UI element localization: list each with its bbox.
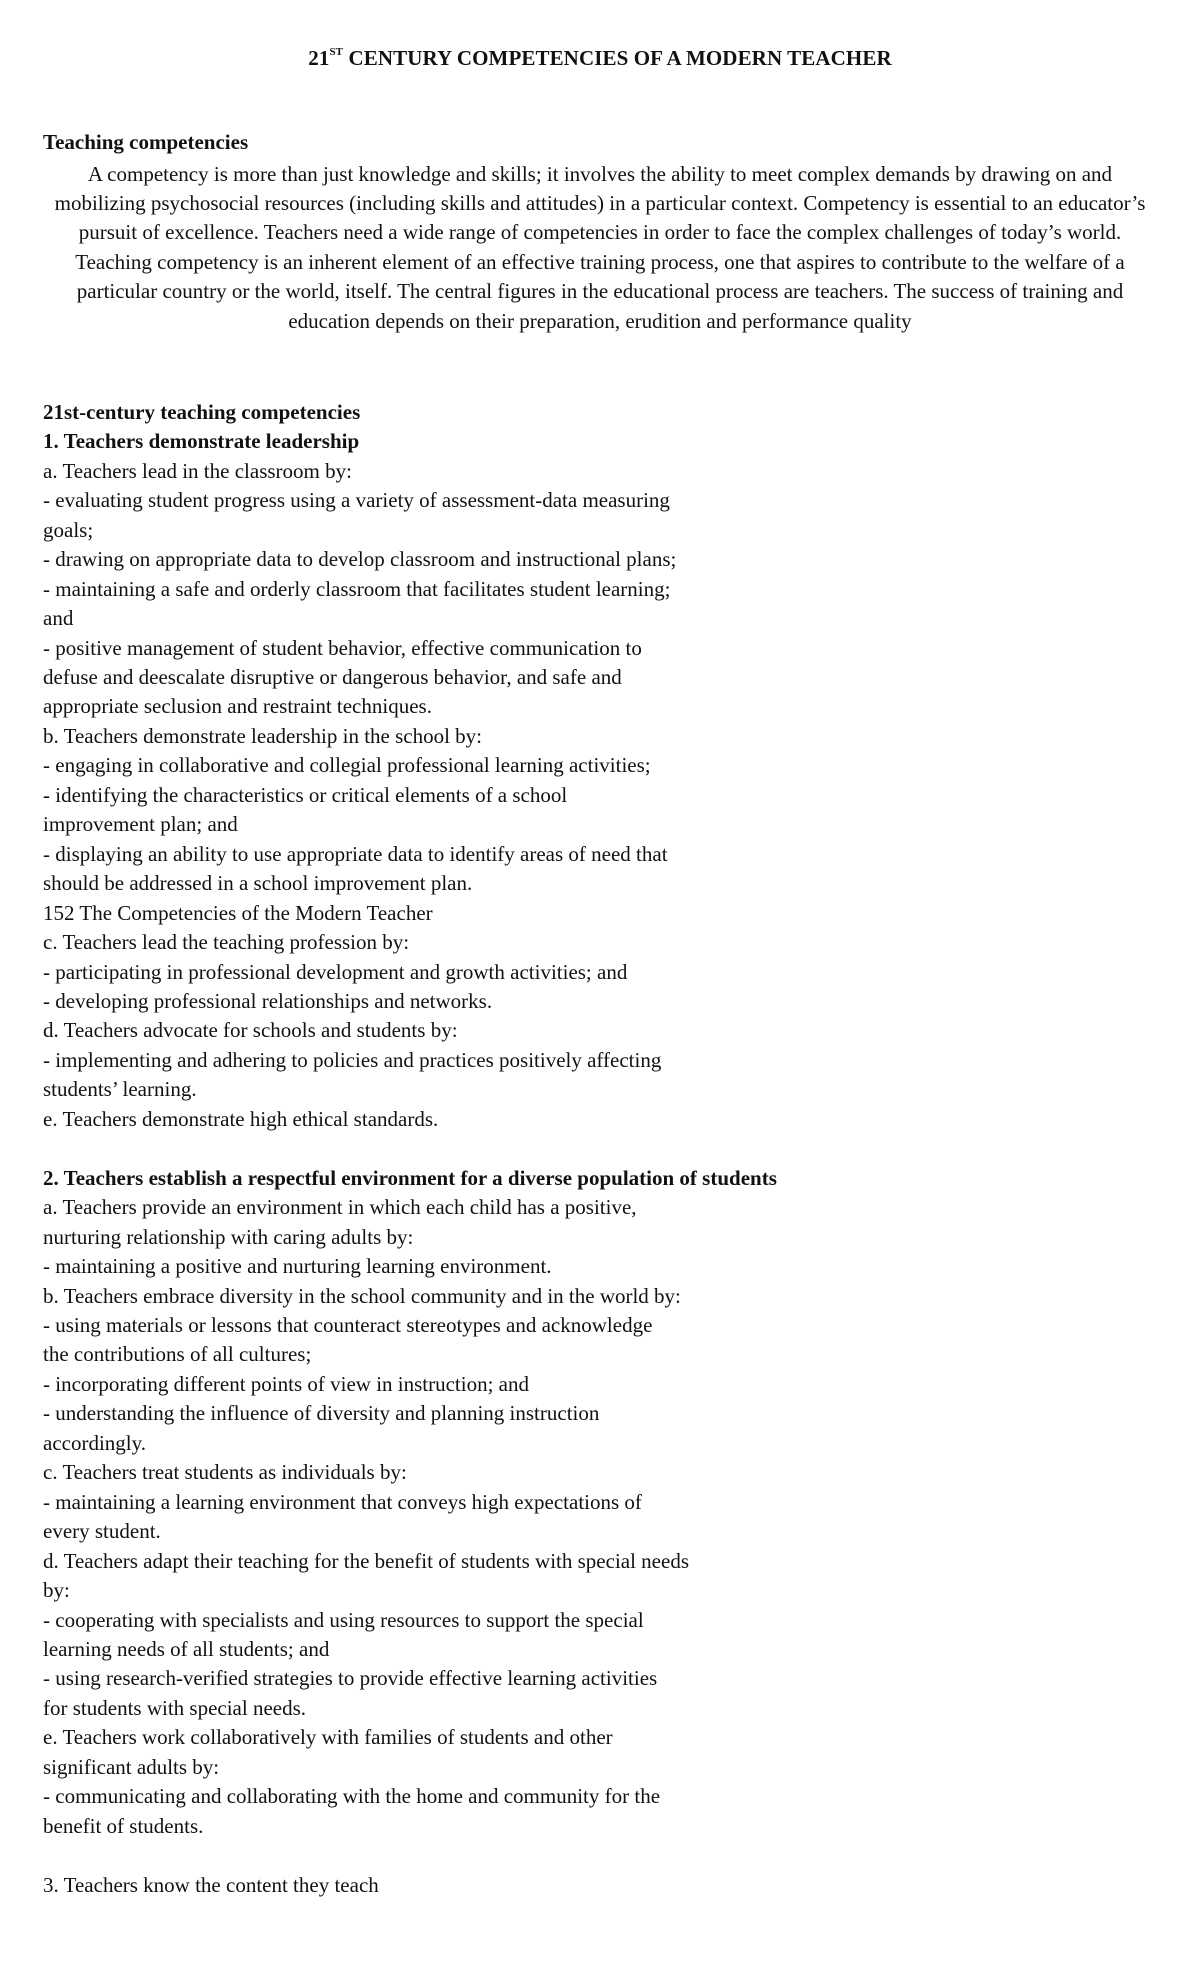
section-heading-line: 21st-century teaching competencies: [43, 399, 361, 424]
blank-line: [43, 1841, 803, 1870]
body-line: appropriate seclusion and restraint techniques.: [43, 694, 432, 719]
body-line: - maintaining a safe and orderly classroom that facilitates student learning;: [43, 576, 671, 601]
body-line: - identifying the characteristics or critical elements of a school: [43, 782, 568, 807]
body-line: d. Teachers adapt their teaching for the benefit of students with special needs: [43, 1548, 689, 1573]
body-line: the contributions of all cultures;: [43, 1342, 312, 1367]
blank-line: [43, 1134, 803, 1163]
body-line: should be addressed in a school improvement plan.: [43, 871, 473, 896]
body-line: - evaluating student progress using a variety of assessment-data measuring: [43, 488, 670, 513]
body-line: students’ learning.: [43, 1077, 197, 1102]
body-line: learning needs of all students; and: [43, 1636, 330, 1661]
body-line: - displaying an ability to use appropriate data to identify areas of need that: [43, 841, 668, 866]
body-line: - drawing on appropriate data to develop classroom and instructional plans;: [43, 547, 677, 572]
body-line: by:: [43, 1578, 70, 1603]
body-line: every student.: [43, 1519, 161, 1544]
intro-heading: Teaching competencies: [43, 130, 249, 154]
title-prefix: 21: [308, 46, 330, 70]
body-line: - maintaining a learning environment that conveys high expectations of: [43, 1489, 642, 1514]
body-line: for students with special needs.: [43, 1695, 307, 1720]
body-line: benefit of students.: [43, 1813, 204, 1838]
body-line: b. Teachers demonstrate leadership in the school by:: [43, 723, 483, 748]
body-line: c. Teachers lead the teaching profession by:: [43, 930, 410, 955]
body-line: - understanding the influence of diversity and planning instruction: [43, 1401, 600, 1426]
body-line: - maintaining a positive and nurturing learning environment.: [43, 1254, 552, 1279]
competency-list: [43, 398, 803, 1900]
body-line: a. Teachers provide an environment in which each child has a positive,: [43, 1195, 637, 1220]
section-heading-line: 1. Teachers demonstrate leadership: [43, 429, 360, 454]
body-line: - implementing and adhering to policies and practices positively affecting: [43, 1047, 662, 1072]
body-line: nurturing relationship with caring adults by:: [43, 1224, 414, 1249]
section-heading-line: 2. Teachers establish a respectful environment for a diverse population of students: [43, 1165, 777, 1190]
document-title: [43, 38, 1157, 78]
body-line: and: [43, 606, 74, 631]
body-line: 3. Teachers know the content they teach: [43, 1872, 379, 1897]
body-line: d. Teachers advocate for schools and students by:: [43, 1018, 458, 1043]
body-line: e. Teachers demonstrate high ethical standards.: [43, 1106, 439, 1131]
body-line: goals;: [43, 517, 94, 542]
body-line: - using research-verified strategies to provide effective learning activities: [43, 1666, 658, 1691]
body-line: - developing professional relationships and networks.: [43, 989, 493, 1013]
body-line: - positive management of student behavior, effective communication to: [43, 635, 642, 660]
body-line: e. Teachers work collaboratively with families of students and other: [43, 1725, 613, 1750]
body-line: b. Teachers embrace diversity in the school community and in the world by:: [43, 1283, 681, 1308]
body-line: - incorporating different points of view in instruction; and: [43, 1371, 530, 1396]
body-line: - cooperating with specialists and using resources to support the special: [43, 1607, 644, 1632]
body-line: a. Teachers lead in the classroom by:: [43, 458, 352, 483]
body-line: c. Teachers treat students as individuals by:: [43, 1460, 407, 1485]
body-line: accordingly.: [43, 1430, 147, 1455]
body-line: 152 The Competencies of the Modern Teacher: [43, 900, 433, 925]
body-line: defuse and deescalate disruptive or dangerous behavior, and safe and: [43, 665, 622, 690]
body-line: - communicating and collaborating with the home and community for the: [43, 1784, 661, 1809]
title-rest: CENTURY COMPETENCIES OF A MODERN TEACHER: [343, 46, 892, 70]
body-line: significant adults by:: [43, 1754, 220, 1779]
body-line: - participating in professional development and growth activities; and: [43, 959, 628, 984]
body-line: - using materials or lessons that counteract stereotypes and acknowledge: [43, 1312, 653, 1337]
body-line: improvement plan; and: [43, 812, 238, 837]
intro-paragraph: A competency is more than just knowledge and skills; it involves the ability to meet complex demands by drawing on and mobilizing psychosocial resources (including skills and attitudes) in a particular context. Competency is essential to an educator’s pursuit of excellence. Teachers need a wide range of competencies in order to face the complex challenges of today’s world. Teaching competency is an inherent element of an effective training process, one that aspires to contribute to the welfare of a particular country or the world, itself. The central figures in the educational process are teachers. The success of training and education depends on their preparation, erudition and performance quality: [54, 161, 1146, 333]
title-superscript: ST: [329, 46, 344, 58]
body-line: - engaging in collaborative and collegial professional learning activities;: [43, 753, 651, 778]
